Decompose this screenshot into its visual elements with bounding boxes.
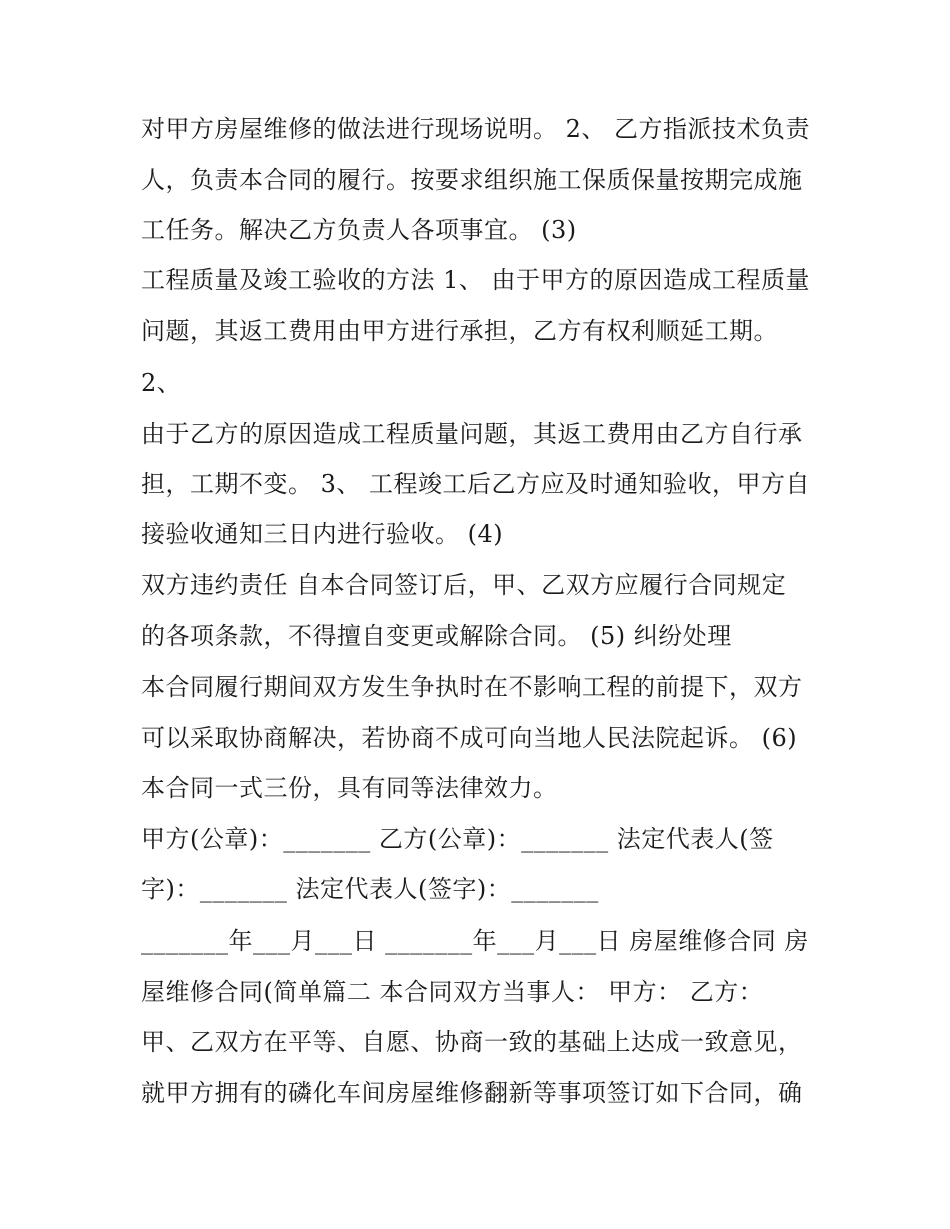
text-line: 担，工期不变。 3、 工程竣工后乙方应及时通知验收，甲方自: [141, 470, 811, 498]
text-line: 本合同履行期间双方发生争执时在不影响工程的前提下，双方: [141, 673, 803, 701]
text-line: 人，负责本合同的履行。按要求组织施工保质保量按期完成施: [141, 166, 803, 194]
text-line: 双方违约责任 自本合同签订后，甲、乙双方应履行合同规定: [141, 571, 787, 599]
text-line: 字)：_______ 法定代表人(签字)：_______: [141, 875, 599, 903]
text-line: _______年___月___日 _______年___月___日 房屋维修合同 房: [141, 927, 809, 955]
text-line: 问题，其返工费用由甲方进行承担，乙方有权利顺延工期。: [141, 317, 778, 345]
text-line: 甲方(公章)：_______ 乙方(公章)：_______ 法定代表人(签: [141, 825, 774, 853]
text-line: 的各项条款，不得擅自变更或解除合同。 (5) 纠纷处理: [141, 622, 732, 650]
text-line: 2、: [141, 369, 182, 397]
text-line: 甲、乙双方在平等、自愿、协商一致的基础上达成一致意见，: [141, 1028, 803, 1056]
text-line: 对甲方房屋维修的做法进行现场说明。 2、 乙方指派技术负责: [141, 115, 811, 143]
text-line: 就甲方拥有的磷化车间房屋维修翻新等事项签订如下合同，确: [141, 1079, 803, 1107]
text-line: 工任务。解决乙方负责人各项事宜。 (3): [141, 216, 577, 244]
text-line: 本合同一式三份，具有同等法律效力。: [141, 774, 558, 802]
text-line: 工程质量及竣工验收的方法 1、 由于甲方的原因造成工程质量: [141, 266, 811, 294]
text-line: 接验收通知三日内进行验收。 (4): [141, 520, 504, 548]
text-line: 屋维修合同(简单篇二 本合同双方当事人： 甲方： 乙方：: [141, 978, 764, 1006]
text-line: 可以采取协商解决，若协商不成可向当地人民法院起诉。 (6): [141, 724, 798, 752]
text-line: 由于乙方的原因造成工程质量问题，其返工费用由乙方自行承: [141, 420, 803, 448]
